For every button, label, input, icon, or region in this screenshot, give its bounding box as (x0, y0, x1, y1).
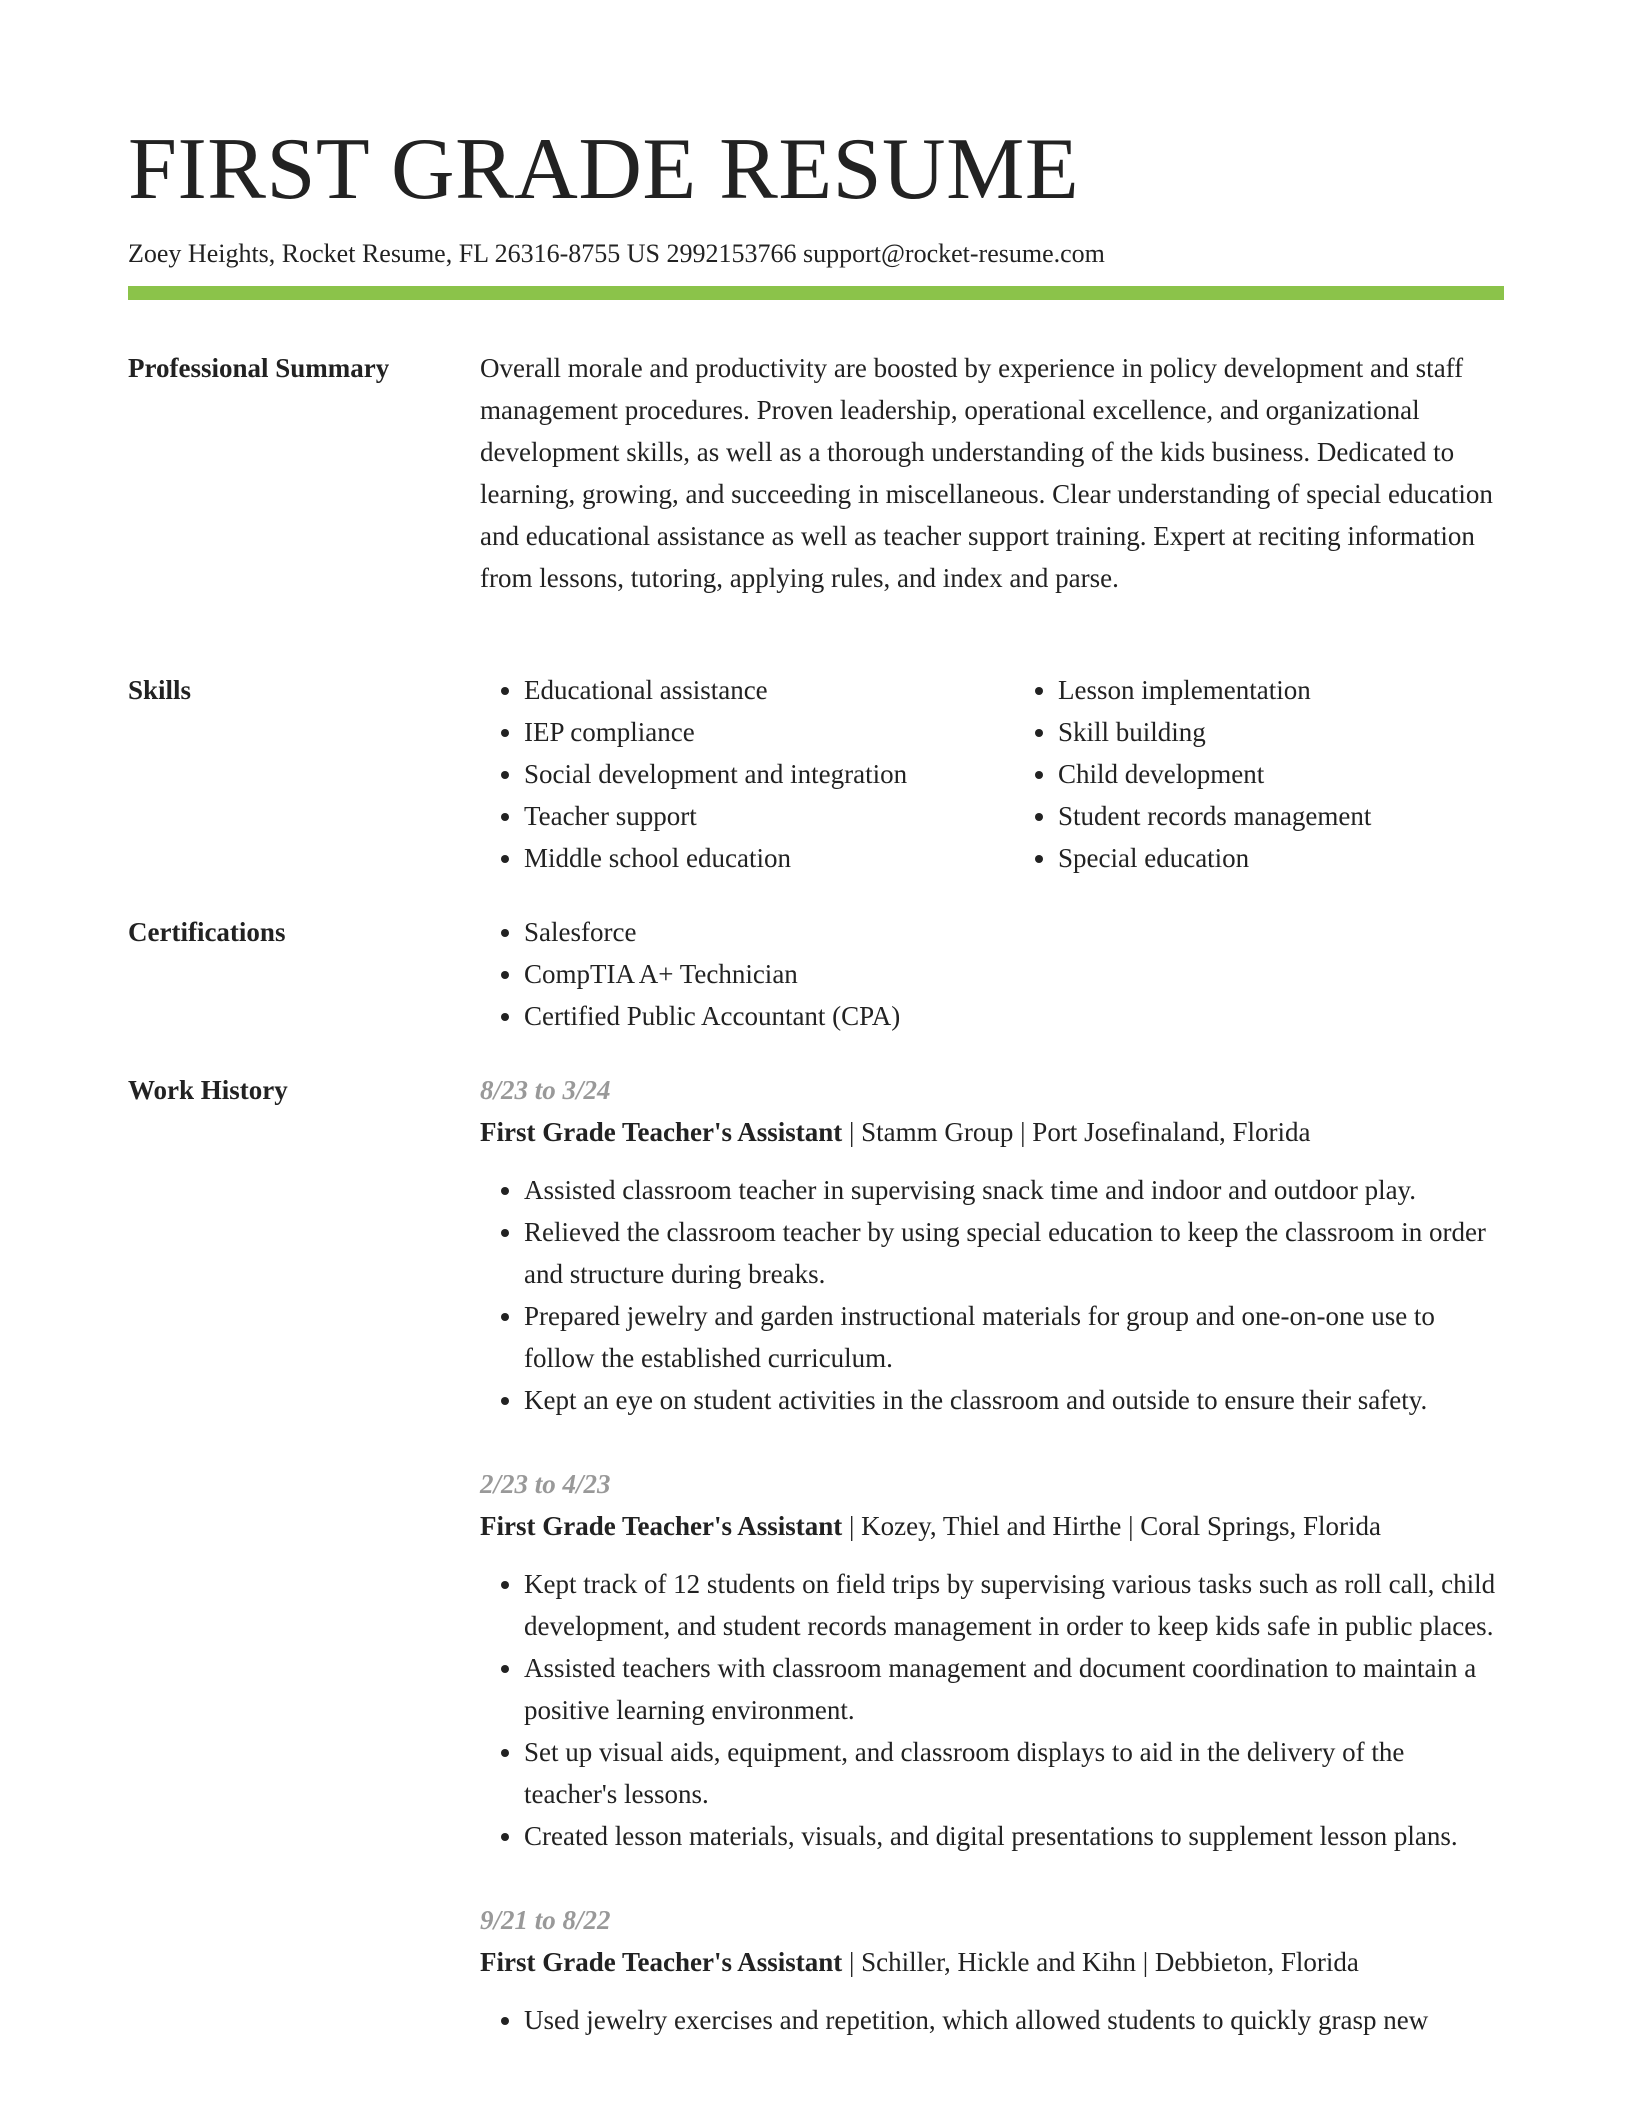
work-history-heading: Work History (128, 1075, 288, 1105)
job-bullet: • Used jewelry exercises and repetition, which allowed students to quickly grasp new (524, 1999, 1504, 2041)
certification-item: • CompTIA A+ Technician (524, 953, 1504, 995)
job-entry (480, 1899, 1504, 2041)
job-dates: 9/21 to 8/22 (480, 1905, 611, 1935)
summary-text: Overall morale and productivity are boosted by experience in policy development and staff management procedures. Proven leadership, operational excellence, and organizational development skills, as well as a thorough understanding of the kids business. Dedicated to learning, growing, and succeeding in miscellaneous. Clear understanding of special education and educational assistance as well as teacher support training. Expert at reciting information from lessons, tutoring, applying rules, and index and parse. (480, 353, 1493, 593)
skill-item: • Educational assistance (524, 669, 970, 711)
job-bullets (480, 1563, 1504, 1857)
job-bullet: • Assisted teachers with classroom management and document coordination to maintain a positive learning environment. (524, 1647, 1504, 1731)
job-title: First Grade Teacher's Assistant (480, 1511, 843, 1541)
contact-phone: 2992153766 (666, 239, 797, 268)
job-title: First Grade Teacher's Assistant (480, 1947, 843, 1977)
contact-email: support@rocket-resume.com (802, 239, 1105, 268)
certifications-list (480, 911, 1504, 1037)
skill-item: • IEP compliance (524, 711, 970, 753)
accent-divider (128, 286, 1504, 300)
job-bullets (480, 1169, 1504, 1421)
job-details: | Stamm Group | Port Josefinaland, Florida (842, 1117, 1311, 1147)
job-bullet: • Assisted classroom teacher in supervising snack time and indoor and outdoor play. (524, 1169, 1504, 1211)
contact-address: Zoey Heights, Rocket Resume, FL 26316-8755 US (128, 239, 660, 268)
skills-list-left (480, 669, 970, 879)
skill-item: • Student records management (1058, 795, 1504, 837)
certification-item: • Certified Public Accountant (CPA) (524, 995, 1504, 1037)
skill-item: • Child development (1058, 753, 1504, 795)
skill-item: • Social development and integration (524, 753, 970, 795)
job-bullet: • Prepared jewelry and garden instructional materials for group and one-on-one use to follow the established curriculum. (524, 1295, 1504, 1379)
certifications-heading: Certifications (128, 917, 286, 947)
job-heading (480, 1941, 1504, 1983)
skills-heading: Skills (128, 675, 192, 705)
job-details: | Kozey, Thiel and Hirthe | Coral Springs, Florida (842, 1511, 1381, 1541)
job-dates: 2/23 to 4/23 (480, 1469, 611, 1499)
job-bullet: • Kept track of 12 students on field trips by supervising various tasks such as roll call, child development, and student records management in order to keep kids safe in public places. (524, 1563, 1504, 1647)
skill-item: • Lesson implementation (1058, 669, 1504, 711)
job-bullet: • Set up visual aids, equipment, and classroom displays to aid in the delivery of the teacher's lessons. (524, 1731, 1504, 1815)
job-heading (480, 1505, 1504, 1547)
contact-line (128, 236, 1504, 272)
skill-item: • Special education (1058, 837, 1504, 879)
skill-item: • Middle school education (524, 837, 970, 879)
skill-item: • Teacher support (524, 795, 970, 837)
job-bullet: • Kept an eye on student activities in the classroom and outside to ensure their safety. (524, 1379, 1504, 1421)
skill-item: • Skill building (1058, 711, 1504, 753)
job-entry (480, 1069, 1504, 1421)
job-bullets (480, 1999, 1504, 2041)
job-dates: 8/23 to 3/24 (480, 1075, 611, 1105)
skills-list-right (1014, 669, 1504, 879)
job-bullet: • Relieved the classroom teacher by using special education to keep the classroom in order and structure during breaks. (524, 1211, 1504, 1295)
job-entry (480, 1463, 1504, 1857)
resume-title: FIRST GRADE RESUME (128, 121, 1080, 218)
summary-heading: Professional Summary (128, 353, 390, 383)
resume-header (128, 118, 1504, 272)
job-details: | Schiller, Hickle and Kihn | Debbieton, Florida (842, 1947, 1359, 1977)
certification-item: • Salesforce (524, 911, 1504, 953)
job-bullet: • Created lesson materials, visuals, and digital presentations to supplement lesson plans. (524, 1815, 1504, 1857)
job-title: First Grade Teacher's Assistant (480, 1117, 843, 1147)
job-heading (480, 1111, 1504, 1153)
